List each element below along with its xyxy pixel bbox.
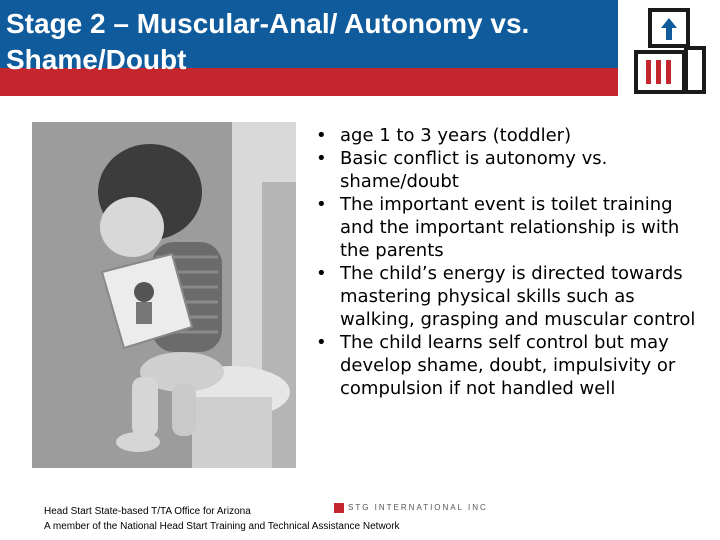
photo-illustration (32, 122, 296, 468)
bullet-item: • age 1 to 3 years (toddler) (312, 124, 712, 147)
bullet-item: • Basic conflict is autonomy vs. shame/doubt (312, 147, 712, 193)
bullet-item: • The child’s energy is directed towards mastering physical skills such as walking, grasping and muscular control (312, 262, 712, 331)
title-line-1: Stage 2 – Muscular-Anal/ Autonomy vs. (6, 8, 530, 39)
footer-office-text: Head Start State-based T/TA Office for Arizona (44, 506, 251, 517)
bullet-list (312, 124, 712, 400)
footer-network-text: A member of the National Head Start Training and Technical Assistance Network (44, 521, 400, 532)
slide-title (6, 6, 529, 78)
stg-logo (334, 503, 488, 513)
stacked-blocks-icon (632, 8, 710, 96)
bullet-item: • The important event is toilet training and the important relationship is with the parents (312, 193, 712, 262)
title-line-2: Shame/Doubt (6, 44, 187, 75)
stg-logo-mark (334, 503, 344, 513)
stg-logo-text: STG INTERNATIONAL INC (348, 503, 488, 513)
toddler-reading-photo (32, 122, 296, 468)
slide-header (0, 0, 720, 96)
bullet-item: • The child learns self control but may develop shame, doubt, impulsivity or compulsion if not handled well (312, 331, 712, 400)
